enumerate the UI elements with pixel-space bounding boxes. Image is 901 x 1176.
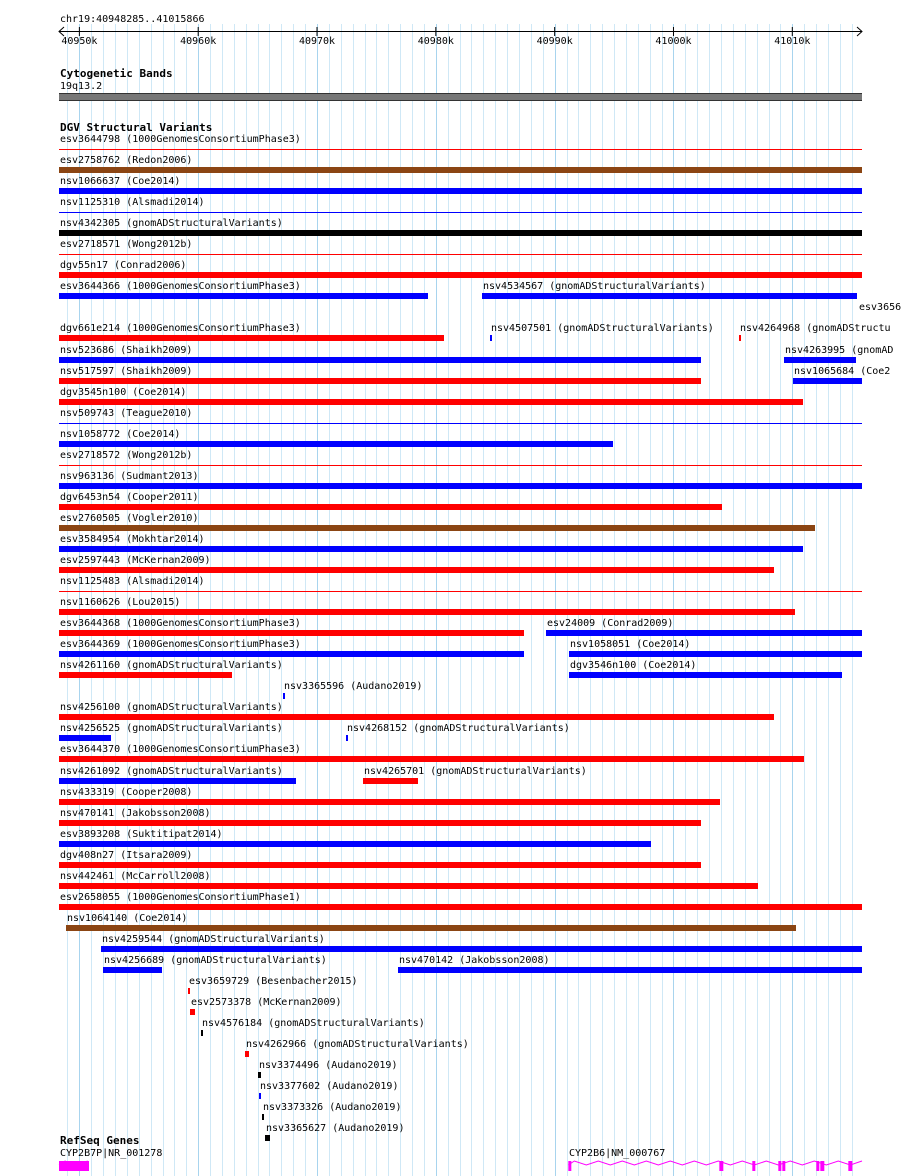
variant-label[interactable]: esv3644798 (1000GenomesConsortiumPhase3) xyxy=(60,134,301,145)
variant-bar[interactable] xyxy=(201,1030,203,1036)
variant-label[interactable]: nsv1066637 (Coe2014) xyxy=(60,176,181,187)
ruler-tick-label: 40990k xyxy=(536,36,573,47)
variant-label[interactable]: esv3644366 (1000GenomesConsortiumPhase3) xyxy=(60,281,301,292)
gene-exon xyxy=(752,1161,755,1171)
ruler-tick-label: 41010k xyxy=(774,36,811,47)
variant-label[interactable]: esv2597443 (McKernan2009) xyxy=(60,555,211,566)
gene-label[interactable]: CYP2B6|NM_000767 xyxy=(569,1148,666,1159)
variant-label[interactable]: esv2573378 (McKernan2009) xyxy=(191,997,342,1008)
variant-bar[interactable] xyxy=(259,1093,261,1099)
variant-label[interactable]: esv3644368 (1000GenomesConsortiumPhase3) xyxy=(60,618,301,629)
variant-label[interactable]: nsv4268152 (gnomADStructuralVariants) xyxy=(347,723,570,734)
variant-bar[interactable] xyxy=(59,904,862,910)
variant-bar[interactable] xyxy=(59,567,774,573)
variant-label[interactable]: nsv1064140 (Coe2014) xyxy=(67,913,188,924)
gene-label[interactable]: CYP2B7P|NR_001278 xyxy=(60,1148,163,1159)
variant-bar[interactable] xyxy=(101,946,862,952)
variant-label[interactable]: nsv4256525 (gnomADStructuralVariants) xyxy=(60,723,283,734)
variant-label[interactable]: nsv4265701 (gnomADStructuralVariants) xyxy=(364,766,587,777)
variant-bar[interactable] xyxy=(59,441,613,447)
variant-bar[interactable] xyxy=(59,799,720,805)
variant-label[interactable]: nsv1058772 (Coe2014) xyxy=(60,429,181,440)
variant-bar[interactable] xyxy=(363,778,418,784)
ruler-tick-label: 40980k xyxy=(417,36,454,47)
variant-label[interactable]: esv3659729 (Besenbacher2015) xyxy=(189,976,358,987)
ruler-tick-label: 41000k xyxy=(655,36,692,47)
variant-label[interactable]: nsv509743 (Teague2010) xyxy=(60,408,193,419)
variant-label[interactable]: esv3644369 (1000GenomesConsortiumPhase3) xyxy=(60,639,301,650)
variant-label[interactable]: nsv4261160 (gnomADStructuralVariants) xyxy=(60,660,283,671)
variant-label[interactable]: nsv1065684 (Coe2 xyxy=(794,366,891,377)
variant-label[interactable]: nsv4342305 (gnomADStructuralVariants) xyxy=(60,218,283,229)
variant-bar[interactable] xyxy=(59,651,524,657)
refseq-track-title: RefSeq Genes xyxy=(60,1134,140,1147)
variant-bar[interactable] xyxy=(482,293,857,299)
variant-bar[interactable] xyxy=(188,988,190,994)
ruler-axis xyxy=(0,24,890,48)
variant-label[interactable]: nsv4264968 (gnomADStructu xyxy=(740,323,891,334)
location-label: chr19:40948285..41015866 xyxy=(60,14,205,25)
variant-bar[interactable] xyxy=(59,756,804,762)
variant-bar[interactable] xyxy=(346,735,348,741)
variant-bar[interactable] xyxy=(59,167,862,173)
variant-bar[interactable] xyxy=(59,293,428,299)
variant-bar[interactable] xyxy=(398,967,862,973)
variant-label[interactable]: dgv3546n100 (Coe2014) xyxy=(570,660,697,671)
variant-bar[interactable] xyxy=(59,609,795,615)
variant-label[interactable]: nsv4256689 (gnomADStructuralVariants) xyxy=(104,955,327,966)
variant-label[interactable]: nsv3377602 (Audano2019) xyxy=(260,1081,399,1092)
variant-bar[interactable] xyxy=(739,335,741,341)
variant-label[interactable]: nsv1160626 (Lou2015) xyxy=(60,597,181,608)
variant-label[interactable]: esv3644370 (1000GenomesConsortiumPhase3) xyxy=(60,744,301,755)
variant-label[interactable]: esv2758762 (Redon2006) xyxy=(60,155,193,166)
gene-exon xyxy=(782,1161,785,1171)
variant-label[interactable]: nsv3365627 (Audano2019) xyxy=(266,1123,405,1134)
variant-bar[interactable] xyxy=(59,862,701,868)
variant-bar[interactable] xyxy=(59,525,815,531)
variant-label[interactable]: esv2760505 (Vogler2010) xyxy=(60,513,199,524)
variant-label[interactable]: nsv470142 (Jakobsson2008) xyxy=(399,955,550,966)
gene-model[interactable] xyxy=(0,1159,890,1173)
variant-label[interactable]: nsv4256100 (gnomADStructuralVariants) xyxy=(60,702,283,713)
variant-label[interactable]: nsv963136 (Sudmant2013) xyxy=(60,471,199,482)
variant-label[interactable]: dgv55n17 (Conrad2006) xyxy=(60,260,187,271)
variant-label[interactable]: nsv3374496 (Audano2019) xyxy=(259,1060,398,1071)
gene-exon xyxy=(848,1161,852,1171)
variant-bar[interactable] xyxy=(59,735,111,741)
variant-label[interactable]: esv3584954 (Mokhtar2014) xyxy=(60,534,205,545)
variant-bar[interactable] xyxy=(546,630,862,636)
variant-bar[interactable] xyxy=(59,149,862,150)
cytoband-label: 19q13.2 xyxy=(60,81,103,92)
cytoband-track-title: Cytogenetic Bands xyxy=(60,67,173,80)
variant-bar[interactable] xyxy=(59,483,862,489)
variant-bar[interactable] xyxy=(103,967,162,973)
variant-bar[interactable] xyxy=(569,651,862,657)
variant-label[interactable]: nsv1058051 (Coe2014) xyxy=(570,639,691,650)
variant-bar[interactable] xyxy=(490,335,492,341)
ruler-tick-label: 40960k xyxy=(180,36,217,47)
variant-label[interactable]: nsv4262966 (gnomADStructuralVariants) xyxy=(246,1039,469,1050)
variant-label[interactable]: nsv4576184 (gnomADStructuralVariants) xyxy=(202,1018,425,1029)
variant-bar[interactable] xyxy=(59,423,862,424)
variant-label[interactable]: nsv470141 (Jakobsson2008) xyxy=(60,808,211,819)
gene-exon xyxy=(719,1161,723,1171)
variant-bar[interactable] xyxy=(59,591,862,592)
variant-label[interactable]: esv2718572 (Wong2012b) xyxy=(60,450,193,461)
variant-bar[interactable] xyxy=(784,357,856,363)
variant-bar[interactable] xyxy=(265,1135,270,1141)
dgv-track-title: DGV Structural Variants xyxy=(60,121,213,134)
variant-label[interactable]: nsv4259544 (gnomADStructuralVariants) xyxy=(102,934,325,945)
variant-bar[interactable] xyxy=(66,925,796,931)
variant-label[interactable]: nsv3373326 (Audano2019) xyxy=(263,1102,402,1113)
variant-bar[interactable] xyxy=(59,335,444,341)
variant-bar[interactable] xyxy=(258,1072,261,1078)
variant-bar[interactable] xyxy=(569,672,842,678)
ruler-tick-label: 40950k xyxy=(61,36,98,47)
variant-bar[interactable] xyxy=(59,714,774,720)
variant-label[interactable]: nsv3365596 (Audano2019) xyxy=(284,681,423,692)
variant-label[interactable]: nsv433319 (Cooper2008) xyxy=(60,787,193,798)
variant-label[interactable]: esv3656 xyxy=(859,302,901,313)
variant-label[interactable]: nsv1125310 (Alsmadi2014) xyxy=(60,197,205,208)
variant-label[interactable]: esv3893208 (Suktitipat2014) xyxy=(60,829,223,840)
variant-label[interactable]: nsv4261092 (gnomADStructuralVariants) xyxy=(60,766,283,777)
variant-label[interactable]: nsv4534567 (gnomADStructuralVariants) xyxy=(483,281,706,292)
gene-exon xyxy=(820,1161,824,1171)
gene-exon xyxy=(816,1161,819,1171)
variant-bar[interactable] xyxy=(59,465,862,466)
variant-label[interactable]: nsv4263995 (gnomAD xyxy=(785,345,894,356)
variant-bar[interactable] xyxy=(190,1009,195,1015)
variant-bar[interactable] xyxy=(59,357,701,363)
gene-exon xyxy=(568,1161,571,1171)
variant-bar[interactable] xyxy=(59,504,722,510)
variant-bar[interactable] xyxy=(262,1114,264,1120)
variant-bar[interactable] xyxy=(59,630,524,636)
variant-bar[interactable] xyxy=(59,230,862,236)
variant-bar[interactable] xyxy=(59,546,803,552)
variant-label[interactable]: dgv408n27 (Itsara2009) xyxy=(60,850,193,861)
variant-bar[interactable] xyxy=(59,778,296,784)
variant-label[interactable]: dgv661e214 (1000GenomesConsortiumPhase3) xyxy=(60,323,301,334)
variant-bar[interactable] xyxy=(283,693,285,699)
variant-bar[interactable] xyxy=(245,1051,249,1057)
variant-label[interactable]: dgv3545n100 (Coe2014) xyxy=(60,387,187,398)
variant-bar[interactable] xyxy=(59,672,232,678)
variant-bar[interactable] xyxy=(59,883,758,889)
variant-bar[interactable] xyxy=(59,841,651,847)
variant-label[interactable]: esv2658055 (1000GenomesConsortiumPhase1) xyxy=(60,892,301,903)
gene-exon xyxy=(778,1161,781,1171)
ruler-tick-label: 40970k xyxy=(298,36,336,47)
variant-bar[interactable] xyxy=(59,378,701,384)
variant-bar[interactable] xyxy=(59,254,862,255)
variant-label[interactable]: esv24009 (Conrad2009) xyxy=(547,618,674,629)
variant-label[interactable]: nsv442461 (McCarroll2008) xyxy=(60,871,211,882)
variant-bar[interactable] xyxy=(59,272,862,278)
variant-label[interactable]: nsv517597 (Shaikh2009) xyxy=(60,366,193,377)
variant-bar[interactable] xyxy=(59,212,862,213)
variant-bar[interactable] xyxy=(793,378,862,384)
variant-label[interactable]: nsv523686 (Shaikh2009) xyxy=(60,345,193,356)
variant-label[interactable]: nsv1125483 (Alsmadi2014) xyxy=(60,576,205,587)
cytoband-bar[interactable] xyxy=(59,93,862,101)
variant-label[interactable]: esv2718571 (Wong2012b) xyxy=(60,239,193,250)
variant-bar[interactable] xyxy=(59,820,701,826)
variant-label[interactable]: dgv6453n54 (Cooper2011) xyxy=(60,492,199,503)
variant-bar[interactable] xyxy=(59,399,803,405)
variant-bar[interactable] xyxy=(59,188,862,194)
variant-label[interactable]: nsv4507501 (gnomADStructuralVariants) xyxy=(491,323,714,334)
